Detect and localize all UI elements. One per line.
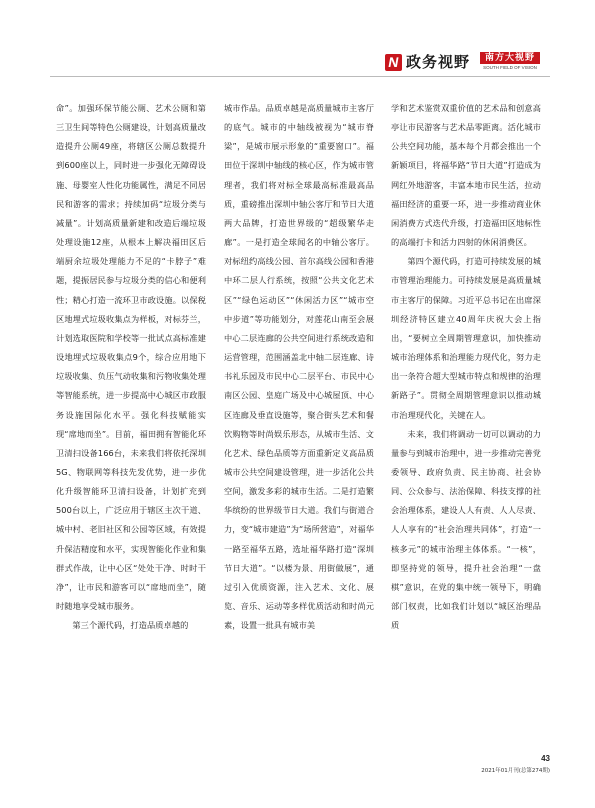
column-tag-en: SOUTH FIELD OF VISION: [483, 65, 537, 70]
issue-info: 2021年01月刊(总第274期): [481, 768, 550, 774]
paragraph: 城市作品。品质卓越是高质量城市主客厅的底气。城市的中轴线被视为“城市脊梁”，是城市展示形象的“重要窗口”。福田位于深圳中轴线的核心区，作为城市管理者，我们将对标全球最高标准最高品质，重磅推出深圳中轴公客厅和节日大道两大品牌，打造世界级的“超级繁华走廊”。一是打造全球闻名的中轴公客厅。对标纽约高线公园、首尔高线公园和香港中环二层人行系统，按照“公共文化艺术区”“绿色运动区”“休闲活力区”“城市空中步道”等功能划分，对莲花山南至会展中心二层连廊的公共空间进行系统改造和运营管理，范围涵盖北中轴二层连廊、诗书礼乐园及市民中心二层平台、市民中心南区公园、皇庭广场及中心城屋顶、中心区连廊及垂直设施等，聚合街头艺术和餐饮购物等时尚娱乐形态，从城市生活、文化艺术、绿色品质等方面重新定义高品质城市公共空间建设管理，进一步活化公共空间，激发多彩的城市生活。二是打造繁华缤纷的世界级节日大道。我们与街道合力，变“城市建造”为“场所营造”，对福华一路至福华五路，选址福华路打造“深圳节日大道”。“以楼为景、用街做展”，通过引入优质资源，注入艺术、文化、展览、音乐、运动等多样优质活动和时尚元素，设置一批具有城市美: [224, 103, 374, 631]
column-tag: [480, 52, 540, 72]
text-column-3: [391, 99, 541, 635]
page-number: 43: [541, 754, 550, 763]
brand-logo: N: [385, 54, 402, 71]
section-header: [385, 52, 550, 72]
section-title: 政务视野: [406, 53, 471, 71]
text-column-1: [56, 99, 206, 635]
paragraph: 第四个源代码，打造可持续发展的城市管理治理能力。可持续发展是高质量城市主客厅的保障。习近平总书记在出席深圳经济特区建立40周年庆祝大会上指出，“要树立全周期管理意识，加快推动城市治理体系和治理能力现代化，努力走出一条符合超大型城市特点和规律的治理新路子”。贯彻全周期管理意识以推动城市治理现代化，关键在人。: [391, 256, 541, 420]
paragraph: 第三个源代码，打造品质卓越的: [72, 620, 189, 631]
text-column-2: [224, 99, 374, 635]
paragraph: 命”。加强环保节能公厕、艺术公厕和第三卫生间等特色公厕建设，计划高质量改造提升公厕49座，将辖区公厕总数提升到600座以上，同时进一步强化无障碍设施、母婴室人性化功能属性，满足不同居民和游客的需求；持续加码“垃圾分类与减量”。计划高质量新建和改造后端垃圾处理设施12座，从根本上解决福田区后端厨余垃圾处理能力不足的“卡脖子”难题，提振居民参与垃圾分类的信心和便利性；精心打造一流环卫市政设施。以保税区地埋式垃圾收集点为样板，对标芬兰，计划选取医院和学校等一批试点高标准建设地埋式垃圾收集点9个，综合应用地下垃圾收集、负压气动收集和污物收集处理等智能系统，进一步提高中心城区市政服务设施国际化水平。强化科技赋能实现“席地而坐”。目前，福田拥有智能化环卫清扫设备166台，未来我们将依托深圳5G、物联网等科技先发优势，进一步优化升级智能环卫清扫设备，计划扩充到500台以上，广泛应用于辖区主次干道、城中村、老旧社区和公园等区域，有效提升保洁精度和水平，实现智能化作业和集群式作战，让中心区“处处干净、时时干净”，让市民和游客可以“席地而坐”，随时随地享受城市服务。: [56, 103, 206, 612]
column-tag-cn: 南方大视野: [480, 52, 540, 64]
header-divider: [50, 76, 550, 77]
paragraph: 学和艺术鉴赏双重价值的艺术品和创意高亭让市民游客与艺术品零距离。活化城市公共空间功能，基本每个月都会推出一个新颖项目，将福华路“节日大道”打造成为网红外地游客，丰富本地市民生活，拉动福田经济的重要一环，进一步推动商业休闲消费方式迭代升级，打造福田区地标性的高端打卡和活力四射的休闲消费区。: [391, 103, 541, 248]
paragraph: 未来，我们将调动一切可以调动的力量参与到城市治理中，进一步推动完善党委领导、政府负责、民主协商、社会协同、公众参与、法治保障、科技支撑的社会治理体系，建设人人有责、人人尽责、人人享有的“社会治理共同体”，打造“一核多元”的城市治理主体体系。“一核”，即坚持党的领导，提升社会治理“一盘棋”意识，在党的集中统一领导下，明确部门权责，比如我们计划以“城区治理品质: [391, 428, 541, 631]
